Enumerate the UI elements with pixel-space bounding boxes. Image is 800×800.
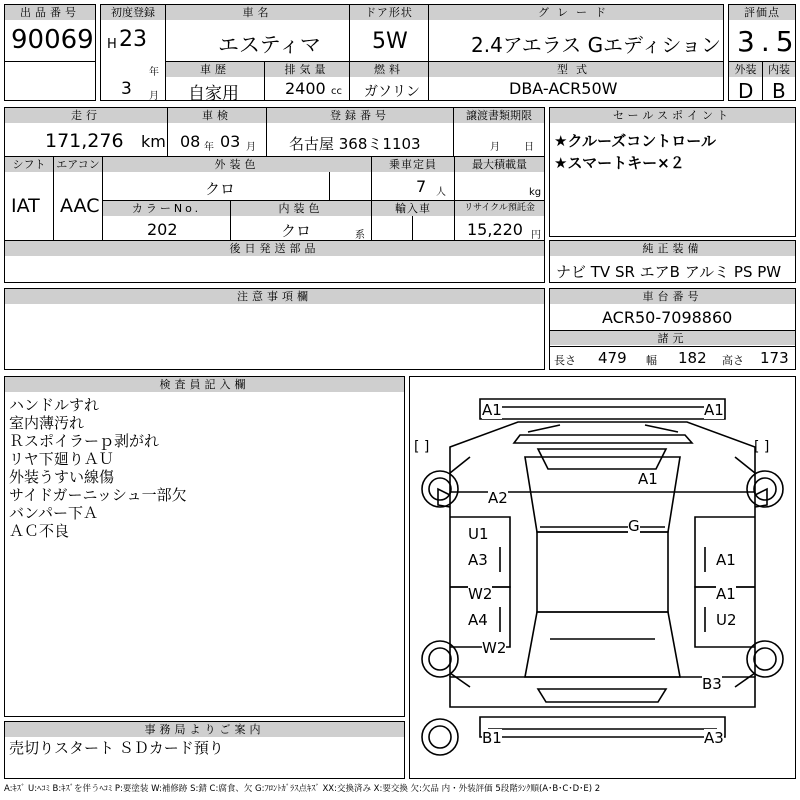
displacement: 2400 [285, 79, 326, 98]
label-front-right: A1 [704, 401, 724, 419]
label-left-front-door-1: U1 [468, 525, 489, 543]
recycle-unit: 円 [531, 230, 541, 241]
history: 自家用 [188, 84, 239, 104]
inspection-year: 08 [180, 132, 201, 151]
mileage: 171,276 [45, 130, 124, 152]
reg-no-cell [266, 107, 454, 157]
history-header: 車歴 [166, 62, 264, 77]
inspection-header: 車検 [168, 108, 266, 123]
chassis-header: 車台番号 [550, 289, 795, 304]
selling-point-1: ★クルーズコントロール [554, 132, 716, 150]
inspector-note-5: 外装うすい線傷 [9, 468, 115, 486]
label-left-front-door-2: A3 [468, 551, 488, 569]
displacement-header: 排気量 [265, 62, 349, 77]
label-rear-right: A3 [704, 729, 724, 747]
equipment-header: 純正装備 [550, 241, 795, 256]
recycle-header: リサイクル預託金 [455, 201, 544, 216]
first-reg-year: 23 [119, 27, 147, 52]
interior-grade-header: 内装 [763, 62, 795, 77]
interior-grade: B [772, 79, 786, 103]
reg-no-header: 登録番号 [267, 108, 453, 123]
fuel-cell [349, 61, 429, 101]
exterior-grade: D [738, 79, 754, 103]
reg-no: 名古屋 368ミ1103 [289, 135, 421, 153]
int-color-cell [230, 200, 372, 241]
lot-number-header: 出品番号 [5, 5, 95, 20]
capacity-header: 乗車定員 [372, 157, 454, 172]
car-name: エスティマ [218, 33, 321, 57]
inspection-month: 03 [220, 132, 241, 151]
later-parts-cell [4, 240, 545, 283]
capacity-unit: 人 [436, 187, 446, 198]
shift-cell [4, 156, 54, 241]
ext-color: クロ [205, 180, 236, 198]
ext-color-divider [329, 172, 330, 200]
equipment-cell [549, 240, 796, 283]
color-no-header: カラーNo. [103, 201, 230, 216]
selling-points-cell [549, 107, 796, 237]
label-hood: A1 [638, 470, 658, 488]
shift-header: シフト [5, 157, 53, 172]
first-reg-month: 3 [121, 79, 132, 99]
office-notice-header: 事務局よりご案内 [5, 722, 404, 737]
displacement-cell [264, 61, 350, 101]
score-header: 評価点 [729, 5, 795, 20]
exterior-grade-cell [728, 61, 763, 101]
aircon-cell [53, 156, 103, 241]
label-right-front-door: A1 [716, 551, 736, 569]
grade: 2.4アエラス Gエディション [471, 33, 722, 57]
bracket-left: [ ] [414, 439, 430, 455]
label-front-left: A1 [482, 401, 502, 419]
inspector-note-4: リヤ下廻りＡＵ [9, 450, 114, 468]
ext-color-header: 外装色 [103, 157, 371, 172]
max-load-unit: kg [529, 187, 542, 198]
dim-height-label: 高さ [722, 354, 744, 367]
import-cell [371, 200, 455, 241]
lot-number-cell [4, 4, 96, 62]
car-name-header: 車名 [166, 5, 349, 20]
notes-header: 注意事項欄 [5, 289, 544, 304]
lot-number-blank [4, 61, 96, 101]
label-roof: G [628, 517, 640, 535]
score: 3.5 [737, 25, 800, 58]
label-right-quarter: B3 [702, 675, 722, 693]
inspector-note-1: ハンドルすれ [9, 396, 100, 414]
label-right-rear-door-1: A1 [716, 585, 736, 603]
label-left-quarter: W2 [482, 639, 507, 657]
mileage-header: 走行 [5, 108, 167, 123]
ext-color-cell [102, 156, 372, 201]
aircon: AAC [60, 195, 100, 217]
inspector-note-6: サイドガーニッシュ一部欠 [9, 486, 187, 504]
dim-length-label: 長さ [554, 354, 576, 367]
dim-width: 182 [678, 349, 707, 367]
selling-points-header: セールスポイント [550, 108, 795, 123]
transfer-deadline-cell [453, 107, 545, 157]
inspection-month-unit: 月 [246, 142, 256, 153]
inspection-year-unit: 年 [204, 142, 214, 153]
chassis-number: ACR50-7098860 [602, 308, 733, 327]
aircon-header: エアコン [54, 157, 102, 172]
dimensions-header: 諸元 [550, 330, 795, 345]
dim-height: 173 [760, 349, 789, 367]
transfer-day-unit: 日 [524, 142, 534, 153]
model-header: 型式 [429, 62, 723, 77]
dim-width-label: 幅 [646, 354, 657, 367]
int-color-header: 内装色 [231, 201, 371, 216]
history-cell [165, 61, 265, 104]
grade-header: グレード [429, 5, 723, 20]
model-cell [428, 61, 724, 101]
label-left-fender: A2 [488, 489, 508, 507]
car-name-cell [165, 4, 350, 62]
office-notice-cell [4, 721, 405, 779]
import-divider [412, 216, 413, 240]
year-era: H [107, 37, 117, 52]
recycle-fee: 15,220 [467, 220, 523, 239]
transfer-month-unit: 月 [490, 142, 500, 153]
label-rear-left: B1 [482, 729, 502, 747]
recycle-cell [454, 200, 545, 241]
shift: IAT [11, 195, 40, 217]
exterior-grade-header: 外装 [729, 62, 762, 77]
score-cell [728, 4, 800, 62]
capacity: 7 [416, 177, 427, 196]
car-damage-diagram [409, 376, 796, 779]
label-left-rear-door-1: W2 [468, 585, 493, 603]
car-outline-drawing [410, 377, 795, 778]
selling-point-2: ★スマートキー×２ [554, 154, 685, 172]
mileage-cell [4, 107, 168, 157]
later-parts-header: 後日発送部品 [5, 241, 544, 256]
displacement-unit: cc [331, 86, 342, 97]
lot-number: 90069 [11, 25, 94, 55]
fuel: ガソリン [364, 84, 420, 100]
int-color: クロ [281, 222, 312, 240]
inspection-cell [167, 107, 267, 157]
door-type: 5W [372, 29, 408, 54]
door-header: ドア形状 [350, 5, 428, 20]
color-no-cell [102, 200, 231, 241]
label-right-rear-door-2: U2 [716, 611, 737, 629]
inspector-note-2: 室内薄汚れ [9, 414, 85, 432]
notes-cell [4, 288, 545, 370]
max-load-cell [454, 156, 545, 201]
footer-legend: A:ｷｽﾞ U:ﾍｺﾐ B:ｷｽﾞを伴うﾍｺﾐ P:要塗装 W:補修跡 S:錆 C:腐食、欠 G:ﾌﾛﾝﾄｶﾞﾗｽ点ｷｽﾞ XX:交換済み X:要交換 欠:欠品 内・外装評価 5段階ﾗﾝｸ順(A･B･C･D･E) 2 [4, 784, 601, 794]
grade-cell [428, 4, 724, 62]
first-reg-cell [100, 4, 166, 101]
dim-length: 479 [598, 349, 627, 367]
equipment: ナビ TV SR エアB アルミ PS PW [556, 263, 782, 281]
color-no: 202 [147, 220, 178, 239]
inspector-note-8: ＡＣ不良 [9, 522, 70, 540]
month-unit: 月 [149, 91, 159, 102]
interior-grade-cell [762, 61, 796, 101]
dimensions-top-line [550, 346, 795, 347]
mileage-unit: km [141, 132, 166, 151]
int-color-unit: 系 [355, 230, 365, 241]
inspector-note-3: Ｒスポイラーｐ剥がれ [9, 432, 160, 450]
bracket-right: [ ] [754, 439, 770, 455]
inspector-note-7: バンパー下Ａ [9, 504, 98, 522]
label-left-rear-door-2: A4 [468, 611, 488, 629]
capacity-cell [371, 156, 455, 201]
transfer-deadline-header: 譲渡書類期限 [454, 108, 544, 123]
door-cell [349, 4, 429, 62]
max-load-header: 最大積載量 [455, 157, 544, 172]
inspector-notes-cell [4, 376, 405, 717]
import-header: 輸入車 [372, 201, 454, 216]
model: DBA-ACR50W [509, 79, 618, 98]
year-unit: 年 [149, 67, 159, 78]
first-reg-header: 初度登録 [101, 5, 165, 20]
office-note: 売切りスタート ＳＤカード預り [9, 739, 224, 757]
fuel-header: 燃料 [350, 62, 428, 77]
chassis-cell [549, 288, 796, 370]
inspector-notes-header: 検査員記入欄 [5, 377, 404, 392]
